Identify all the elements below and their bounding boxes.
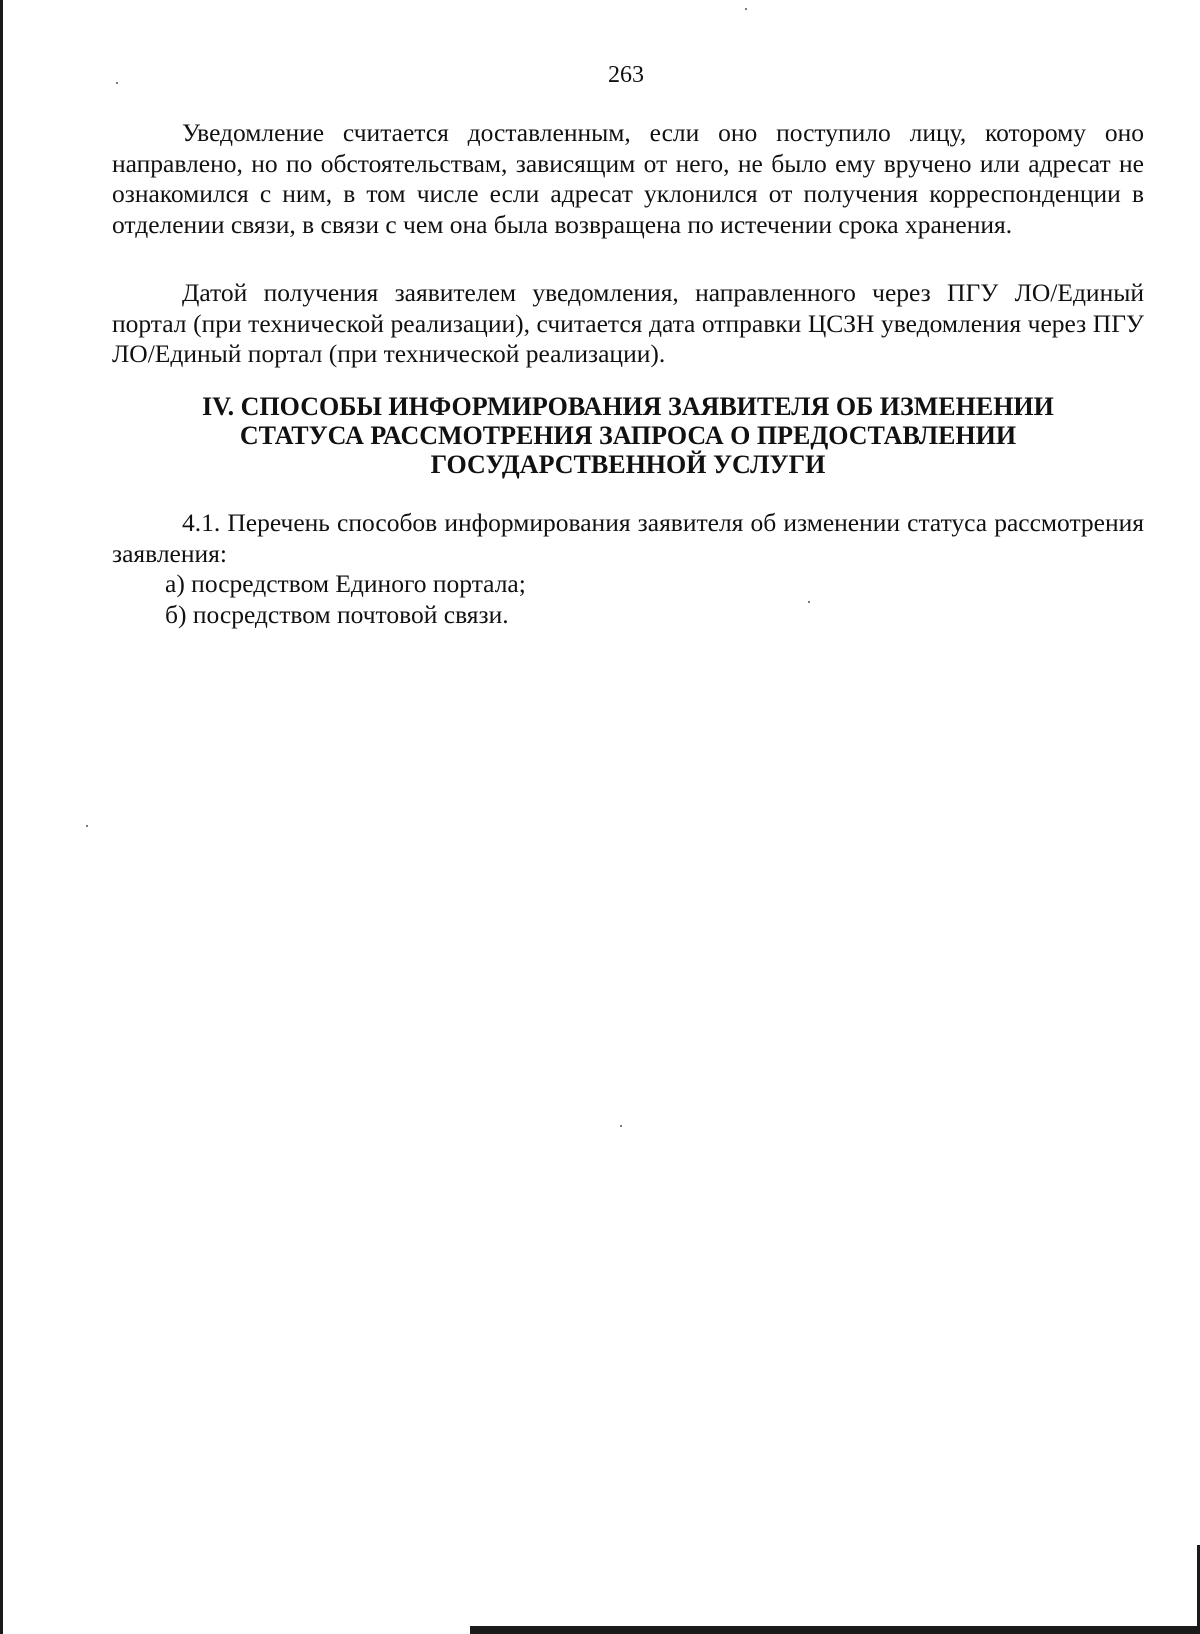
scan-speck (116, 82, 118, 84)
section-heading-line-2: СТАТУСА РАССМОТРЕНИЯ ЗАПРОСА О ПРЕДОСТАВЛЕНИИ (239, 421, 1017, 450)
section-heading-line-3: ГОСУДАРСТВЕННОЙ УСЛУГИ (430, 450, 826, 479)
scan-speck (86, 825, 88, 827)
scan-speck (808, 601, 810, 603)
scan-speck (745, 8, 747, 10)
section-heading-line-1: IV. СПОСОБЫ ИНФОРМИРОВАНИЯ ЗАЯВИТЕЛЯ ОБ ИЗМЕНЕНИИ (202, 392, 1054, 421)
list-item-post: б) посредством почтовой связи. (165, 600, 509, 629)
paragraph-4-1: 4.1. Перечень способов информирования заявителя об изменении статуса рассмотрения заявления: (112, 508, 1144, 568)
section-heading (112, 392, 1144, 479)
scan-edge-left (0, 0, 3, 1634)
page-number: 263 (608, 62, 644, 88)
scan-edge-bottom (470, 1626, 1200, 1634)
list-item-portal: а) посредством Единого портала; (165, 569, 526, 598)
scan-speck (620, 1125, 622, 1127)
paragraph-notification-delivered: Уведомление считается доставленным, если оно поступило лицу, которому оно направлено, но по обстоятельствам, зависящим от него, не было ему вручено или адресат не ознакомился с ним, в том числе если адресат уклонился от получения корреспонденции в отделении связи, в связи с чем она была возвращена по истечении срока хранения. (112, 118, 1144, 239)
paragraph-receipt-date: Датой получения заявителем уведомления, направленного через ПГУ ЛО/Единый портал (при технической реализации), считается дата отправки ЦСЗН уведомления через ПГУ ЛО/Единый портал (при технической реализации). (112, 278, 1144, 368)
